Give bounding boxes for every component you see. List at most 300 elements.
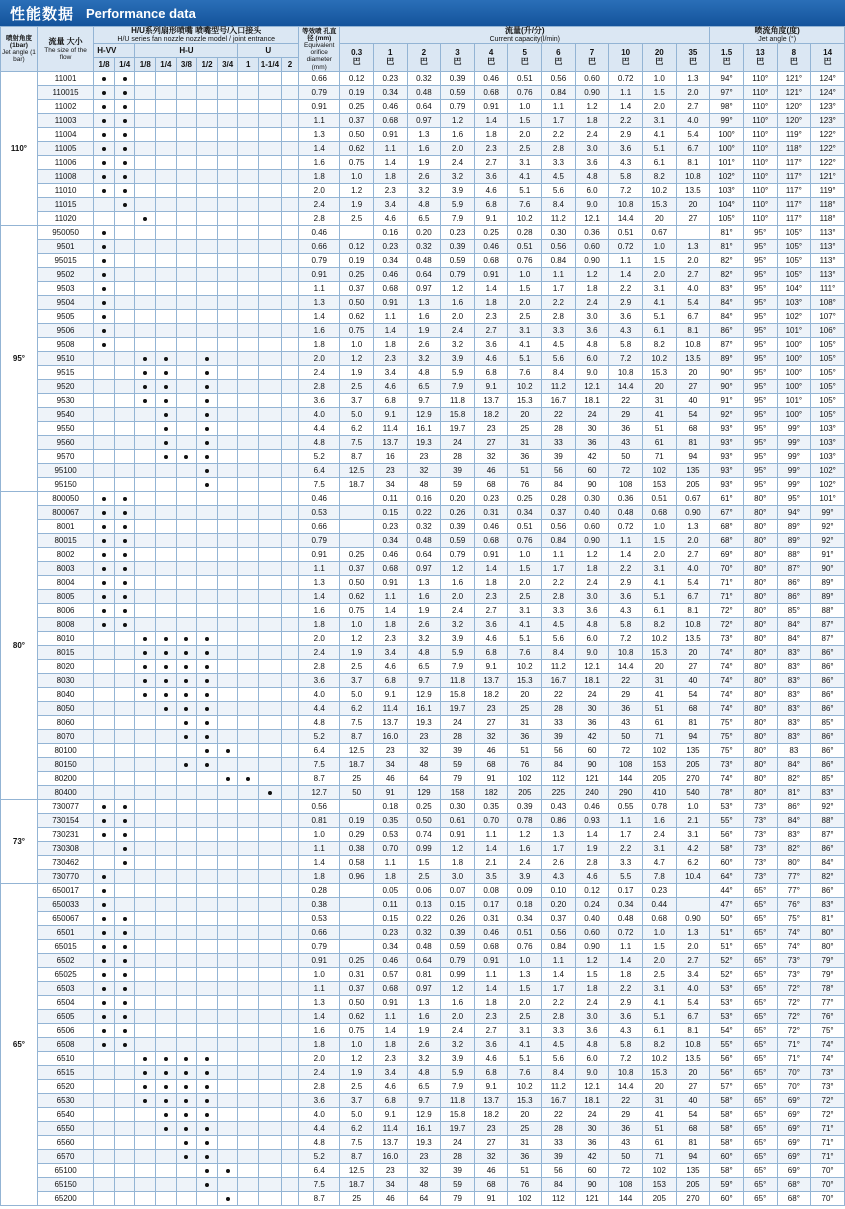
flow-value-0: 0.58 [340, 856, 374, 870]
thread-mark-2 [135, 296, 156, 310]
thread-mark-3 [156, 800, 177, 814]
thread-mark-5 [197, 1038, 218, 1052]
flow-value-9: 5.1 [642, 310, 676, 324]
flow-value-8: 2.9 [609, 576, 643, 590]
dot-marker [102, 623, 106, 627]
header-hu-series [94, 27, 299, 44]
flow-value-7: 1.2 [575, 954, 609, 968]
thread-mark-2 [135, 156, 156, 170]
flow-value-6: 2.2 [542, 996, 576, 1010]
thread-mark-5 [197, 436, 218, 450]
thread-mark-1 [114, 352, 135, 366]
thread-mark-2 [135, 576, 156, 590]
thread-mark-7 [238, 72, 259, 86]
flow-value-7: 6.0 [575, 184, 609, 198]
jet-angle-value-3: 86° [811, 744, 845, 758]
flow-value-6: 3.3 [542, 156, 576, 170]
jet-angle-value-2: 99° [777, 422, 811, 436]
flow-value-1: 34 [373, 758, 407, 772]
flow-value-4: 2.3 [474, 142, 508, 156]
dot-marker [268, 791, 272, 795]
thread-mark-5 [197, 464, 218, 478]
table-row [1, 268, 845, 282]
flow-value-9: 2.4 [642, 828, 676, 842]
flow-value-5: 0.18 [508, 898, 542, 912]
flow-value-4: 1.8 [474, 296, 508, 310]
thread-mark-9 [281, 562, 298, 576]
flow-value-7: 4.8 [575, 338, 609, 352]
flow-value-5: 102 [508, 772, 542, 786]
thread-mark-6 [217, 842, 238, 856]
orifice-diameter: 2.8 [299, 1080, 340, 1094]
thread-mark-1 [114, 128, 135, 142]
thread-mark-7 [238, 394, 259, 408]
flow-value-1: 0.34 [373, 86, 407, 100]
jet-angle-value-3: 70° [811, 1192, 845, 1206]
flow-value-1: 1.1 [373, 590, 407, 604]
thread-mark-4 [176, 114, 197, 128]
thread-mark-2 [135, 72, 156, 86]
dot-marker [164, 441, 168, 445]
orifice-diameter: 1.1 [299, 842, 340, 856]
flow-value-0: 0.50 [340, 996, 374, 1010]
flow-value-5: 7.6 [508, 366, 542, 380]
flow-value-7: 4.8 [575, 170, 609, 184]
thread-mark-6 [217, 366, 238, 380]
flow-value-9: 1.0 [642, 72, 676, 86]
flow-value-10: 20 [676, 198, 710, 212]
thread-mark-3 [156, 212, 177, 226]
flow-value-3: 15.8 [441, 1108, 475, 1122]
orifice-diameter: 0.81 [299, 814, 340, 828]
thread-mark-4 [176, 1178, 197, 1192]
thread-mark-1 [114, 464, 135, 478]
jet-angle-value-2: 83° [777, 646, 811, 660]
jet-angle-value-0: 72° [710, 604, 744, 618]
flow-value-2: 16.1 [407, 1122, 441, 1136]
thread-mark-9 [281, 800, 298, 814]
thread-mark-7 [238, 254, 259, 268]
table-row [1, 996, 845, 1010]
jet-angle-value-0: 54° [710, 1024, 744, 1038]
thread-mark-0 [94, 1038, 115, 1052]
flow-value-2: 32 [407, 1164, 441, 1178]
thread-mark-2 [135, 128, 156, 142]
thread-mark-4 [176, 212, 197, 226]
flow-value-7: 0.60 [575, 926, 609, 940]
flow-value-2: 12.9 [407, 408, 441, 422]
flow-value-7: 6.0 [575, 632, 609, 646]
thread-mark-0 [94, 912, 115, 926]
thread-mark-3 [156, 912, 177, 926]
header-jet-pressure-0: 1.5 巴 [710, 44, 744, 72]
jet-angle-value-1: 110° [743, 128, 777, 142]
thread-mark-6 [217, 506, 238, 520]
flow-value-3: 0.79 [441, 100, 475, 114]
flow-value-0: 25 [340, 1192, 374, 1206]
flow-value-9: 71 [642, 1150, 676, 1164]
orifice-diameter: 1.6 [299, 156, 340, 170]
flow-value-0: 5.0 [340, 1108, 374, 1122]
flow-value-8: 0.17 [609, 884, 643, 898]
thread-mark-8 [259, 674, 282, 688]
orifice-diameter: 0.66 [299, 520, 340, 534]
flow-value-0: 6.2 [340, 702, 374, 716]
jet-angle-value-0: 51° [710, 940, 744, 954]
jet-angle-value-3: 92° [811, 520, 845, 534]
flow-value-4: 0.46 [474, 72, 508, 86]
thread-mark-5 [197, 660, 218, 674]
thread-mark-8 [259, 716, 282, 730]
dot-marker [205, 1141, 209, 1145]
thread-mark-5 [197, 422, 218, 436]
flow-value-1: 9.1 [373, 1108, 407, 1122]
table-row [1, 842, 845, 856]
jet-angle-value-2: 83° [777, 660, 811, 674]
flow-value-5: 4.1 [508, 618, 542, 632]
flow-value-2: 3.2 [407, 1052, 441, 1066]
flow-value-0: 1.0 [340, 1038, 374, 1052]
thread-mark-3 [156, 520, 177, 534]
flow-value-0: 0.75 [340, 604, 374, 618]
flow-value-3: 24 [441, 716, 475, 730]
flow-value-4: 1.1 [474, 828, 508, 842]
thread-mark-8 [259, 534, 282, 548]
flow-value-2: 1.9 [407, 156, 441, 170]
thread-mark-0 [94, 814, 115, 828]
header-capacity-cn: 流量(升/分) [505, 26, 545, 35]
thread-mark-6 [217, 954, 238, 968]
dot-marker [164, 385, 168, 389]
header-thread-3: 1/4 [156, 58, 177, 72]
dot-marker [102, 245, 106, 249]
thread-mark-6 [217, 128, 238, 142]
jet-angle-value-0: 53° [710, 1010, 744, 1024]
thread-mark-9 [281, 324, 298, 338]
thread-mark-9 [281, 548, 298, 562]
flow-value-9: 5.1 [642, 1010, 676, 1024]
flow-value-9: 2.0 [642, 100, 676, 114]
dot-marker [143, 637, 147, 641]
jet-angle-value-3: 105° [811, 338, 845, 352]
flow-value-3: 0.39 [441, 520, 475, 534]
thread-mark-0 [94, 380, 115, 394]
flow-value-8: 108 [609, 758, 643, 772]
flow-value-4: 2.3 [474, 1010, 508, 1024]
jet-angle-value-3: 113° [811, 254, 845, 268]
thread-mark-3 [156, 86, 177, 100]
jet-angle-value-1: 65° [743, 1150, 777, 1164]
thread-mark-4 [176, 226, 197, 240]
thread-mark-9 [281, 422, 298, 436]
flow-value-9: 4.1 [642, 296, 676, 310]
thread-mark-0 [94, 492, 115, 506]
thread-mark-6 [217, 646, 238, 660]
thread-mark-5 [197, 100, 218, 114]
flow-value-6: 2.8 [542, 1010, 576, 1024]
jet-angle-value-1: 65° [743, 884, 777, 898]
flow-value-7: 0.40 [575, 912, 609, 926]
dot-marker [205, 721, 209, 725]
thread-mark-1 [114, 800, 135, 814]
table-row [1, 170, 845, 184]
thread-mark-0 [94, 114, 115, 128]
orifice-diameter: 0.79 [299, 940, 340, 954]
flow-value-5: 102 [508, 1192, 542, 1206]
thread-mark-4 [176, 870, 197, 884]
thread-mark-6 [217, 1178, 238, 1192]
dot-marker [205, 399, 209, 403]
header-orifice-en: Equivalent orifice diameter (mm) [304, 42, 335, 71]
flow-value-6: 0.28 [542, 492, 576, 506]
flow-value-4: 23 [474, 1122, 508, 1136]
flow-value-10: 94 [676, 1150, 710, 1164]
thread-mark-9 [281, 520, 298, 534]
flow-value-5: 1.0 [508, 548, 542, 562]
header-thread-7: 1 [238, 58, 259, 72]
thread-mark-2 [135, 100, 156, 114]
flow-value-9: 1.0 [642, 520, 676, 534]
flow-value-2: 0.13 [407, 898, 441, 912]
flow-value-10: 94 [676, 450, 710, 464]
flow-value-10: 6.7 [676, 1010, 710, 1024]
jet-angle-value-1: 80° [743, 758, 777, 772]
flow-value-3: 3.2 [441, 338, 475, 352]
thread-mark-1 [114, 282, 135, 296]
dot-marker [184, 693, 188, 697]
flow-value-5: 0.51 [508, 520, 542, 534]
flow-value-8: 3.6 [609, 142, 643, 156]
thread-mark-7 [238, 646, 259, 660]
flow-value-4: 182 [474, 786, 508, 800]
flow-value-9: 0.78 [642, 800, 676, 814]
flow-value-2: 4.8 [407, 646, 441, 660]
flow-value-6: 1.7 [542, 114, 576, 128]
jet-angle-value-2: 73° [777, 968, 811, 982]
dot-marker [123, 1015, 127, 1019]
nozzle-model: 8005 [37, 590, 93, 604]
orifice-diameter: 1.8 [299, 1038, 340, 1052]
jet-angle-value-3: 78° [811, 982, 845, 996]
thread-mark-6 [217, 996, 238, 1010]
flow-value-6: 0.84 [542, 254, 576, 268]
dot-marker [164, 1127, 168, 1131]
flow-value-2: 0.25 [407, 800, 441, 814]
flow-value-0: 7.5 [340, 716, 374, 730]
flow-value-8: 5.8 [609, 618, 643, 632]
flow-value-7: 42 [575, 450, 609, 464]
flow-value-2: 0.50 [407, 814, 441, 828]
thread-mark-4 [176, 380, 197, 394]
flow-value-10: 4.0 [676, 562, 710, 576]
table-row [1, 478, 845, 492]
orifice-diameter: 0.79 [299, 534, 340, 548]
thread-mark-4 [176, 310, 197, 324]
dot-marker [102, 609, 106, 613]
header-thread-2: 1/8 [135, 58, 156, 72]
thread-mark-9 [281, 268, 298, 282]
flow-value-0: 1.2 [340, 184, 374, 198]
flow-value-6: 22 [542, 688, 576, 702]
flow-value-1: 16 [373, 450, 407, 464]
thread-mark-1 [114, 142, 135, 156]
thread-mark-8 [259, 590, 282, 604]
flow-value-7: 0.60 [575, 520, 609, 534]
flow-value-3: 0.79 [441, 954, 475, 968]
thread-mark-3 [156, 772, 177, 786]
orifice-diameter: 2.4 [299, 646, 340, 660]
jet-angle-value-0: 73° [710, 758, 744, 772]
flow-value-1: 1.8 [373, 338, 407, 352]
flow-value-7: 3.6 [575, 156, 609, 170]
table-row [1, 310, 845, 324]
flow-value-2: 0.97 [407, 282, 441, 296]
jet-angle-value-2: 69° [777, 1094, 811, 1108]
thread-mark-5 [197, 1052, 218, 1066]
thread-mark-5 [197, 478, 218, 492]
jet-angle-value-0: 71° [710, 590, 744, 604]
flow-value-10: 270 [676, 772, 710, 786]
thread-mark-3 [156, 310, 177, 324]
thread-mark-2 [135, 1066, 156, 1080]
thread-mark-4 [176, 240, 197, 254]
jet-angle-value-3: 85° [811, 772, 845, 786]
thread-mark-0 [94, 366, 115, 380]
flow-value-4: 6.8 [474, 1066, 508, 1080]
flow-value-0: 2.5 [340, 212, 374, 226]
thread-mark-5 [197, 156, 218, 170]
jet-angle-value-0: 74° [710, 674, 744, 688]
flow-value-9: 15.3 [642, 1066, 676, 1080]
jet-angle-value-3: 89° [811, 590, 845, 604]
flow-value-6: 225 [542, 786, 576, 800]
flow-value-4: 27 [474, 716, 508, 730]
flow-value-7: 24 [575, 1108, 609, 1122]
thread-mark-9 [281, 212, 298, 226]
jet-angle-value-1: 65° [743, 1164, 777, 1178]
thread-mark-0 [94, 212, 115, 226]
thread-mark-5 [197, 674, 218, 688]
jet-angle-value-0: 101° [710, 156, 744, 170]
flow-value-0: 0.37 [340, 982, 374, 996]
thread-mark-9 [281, 506, 298, 520]
thread-mark-1 [114, 1094, 135, 1108]
thread-mark-5 [197, 198, 218, 212]
jet-angle-value-1: 95° [743, 338, 777, 352]
thread-mark-0 [94, 310, 115, 324]
jet-angle-value-1: 110° [743, 142, 777, 156]
jet-angle-value-1: 65° [743, 1136, 777, 1150]
thread-mark-7 [238, 212, 259, 226]
dot-marker [123, 973, 127, 977]
thread-mark-9 [281, 394, 298, 408]
thread-mark-0 [94, 1010, 115, 1024]
dot-marker [205, 679, 209, 683]
flow-value-10 [676, 226, 710, 240]
nozzle-model: 730770 [37, 870, 93, 884]
jet-angle-value-0: 75° [710, 744, 744, 758]
thread-mark-2 [135, 394, 156, 408]
flow-value-1: 16.0 [373, 1150, 407, 1164]
thread-mark-8 [259, 492, 282, 506]
flow-value-1: 0.35 [373, 814, 407, 828]
thread-mark-7 [238, 156, 259, 170]
thread-mark-7 [238, 856, 259, 870]
jet-angle-value-3: 74° [811, 1038, 845, 1052]
dot-marker [123, 105, 127, 109]
thread-mark-9 [281, 814, 298, 828]
jet-angle-value-0: 74° [710, 688, 744, 702]
dot-marker [164, 399, 168, 403]
jet-angle-value-3: 102° [811, 478, 845, 492]
flow-value-2: 1.3 [407, 128, 441, 142]
jet-angle-value-0: 53° [710, 982, 744, 996]
thread-mark-7 [238, 968, 259, 982]
flow-value-10: 205 [676, 758, 710, 772]
flow-value-0: 1.0 [340, 338, 374, 352]
jet-angle-value-0: 92° [710, 408, 744, 422]
jet-angle-value-2: 99° [777, 464, 811, 478]
flow-value-10: 135 [676, 464, 710, 478]
thread-mark-9 [281, 912, 298, 926]
table-row [1, 1122, 845, 1136]
flow-value-5: 15.3 [508, 394, 542, 408]
thread-mark-3 [156, 170, 177, 184]
dot-marker [205, 665, 209, 669]
thread-mark-7 [238, 1178, 259, 1192]
flow-value-4: 18.2 [474, 1108, 508, 1122]
jet-angle-value-0: 87° [710, 338, 744, 352]
flow-value-5: 0.28 [508, 226, 542, 240]
jet-angle-value-2: 101° [777, 324, 811, 338]
jet-angle-value-1: 110° [743, 100, 777, 114]
nozzle-model: 11010 [37, 184, 93, 198]
flow-value-4: 68 [474, 1178, 508, 1192]
orifice-diameter: 2.4 [299, 366, 340, 380]
table-row [1, 856, 845, 870]
flow-value-4: 13.7 [474, 674, 508, 688]
thread-mark-4 [176, 898, 197, 912]
jet-angle-value-2: 83° [777, 688, 811, 702]
flow-value-8: 29 [609, 408, 643, 422]
thread-mark-5 [197, 72, 218, 86]
flow-value-2: 19.3 [407, 716, 441, 730]
thread-mark-5 [197, 296, 218, 310]
flow-value-8: 22 [609, 1094, 643, 1108]
thread-mark-3 [156, 688, 177, 702]
jet-angle-value-0: 58° [710, 842, 744, 856]
nozzle-model: 65100 [37, 1164, 93, 1178]
flow-value-4: 46 [474, 744, 508, 758]
thread-mark-1 [114, 1150, 135, 1164]
flow-value-4: 0.68 [474, 254, 508, 268]
nozzle-model: 9510 [37, 352, 93, 366]
thread-mark-6 [217, 1038, 238, 1052]
flow-value-5: 205 [508, 786, 542, 800]
flow-value-4: 9.1 [474, 212, 508, 226]
thread-mark-9 [281, 240, 298, 254]
jet-angle-value-2: 117° [777, 156, 811, 170]
nozzle-model: 80100 [37, 744, 93, 758]
thread-mark-3 [156, 1150, 177, 1164]
thread-mark-9 [281, 646, 298, 660]
flow-value-3: 2.4 [441, 156, 475, 170]
thread-mark-1 [114, 884, 135, 898]
flow-value-4: 0.46 [474, 926, 508, 940]
nozzle-model: 6515 [37, 1066, 93, 1080]
thread-mark-9 [281, 590, 298, 604]
thread-mark-5 [197, 128, 218, 142]
